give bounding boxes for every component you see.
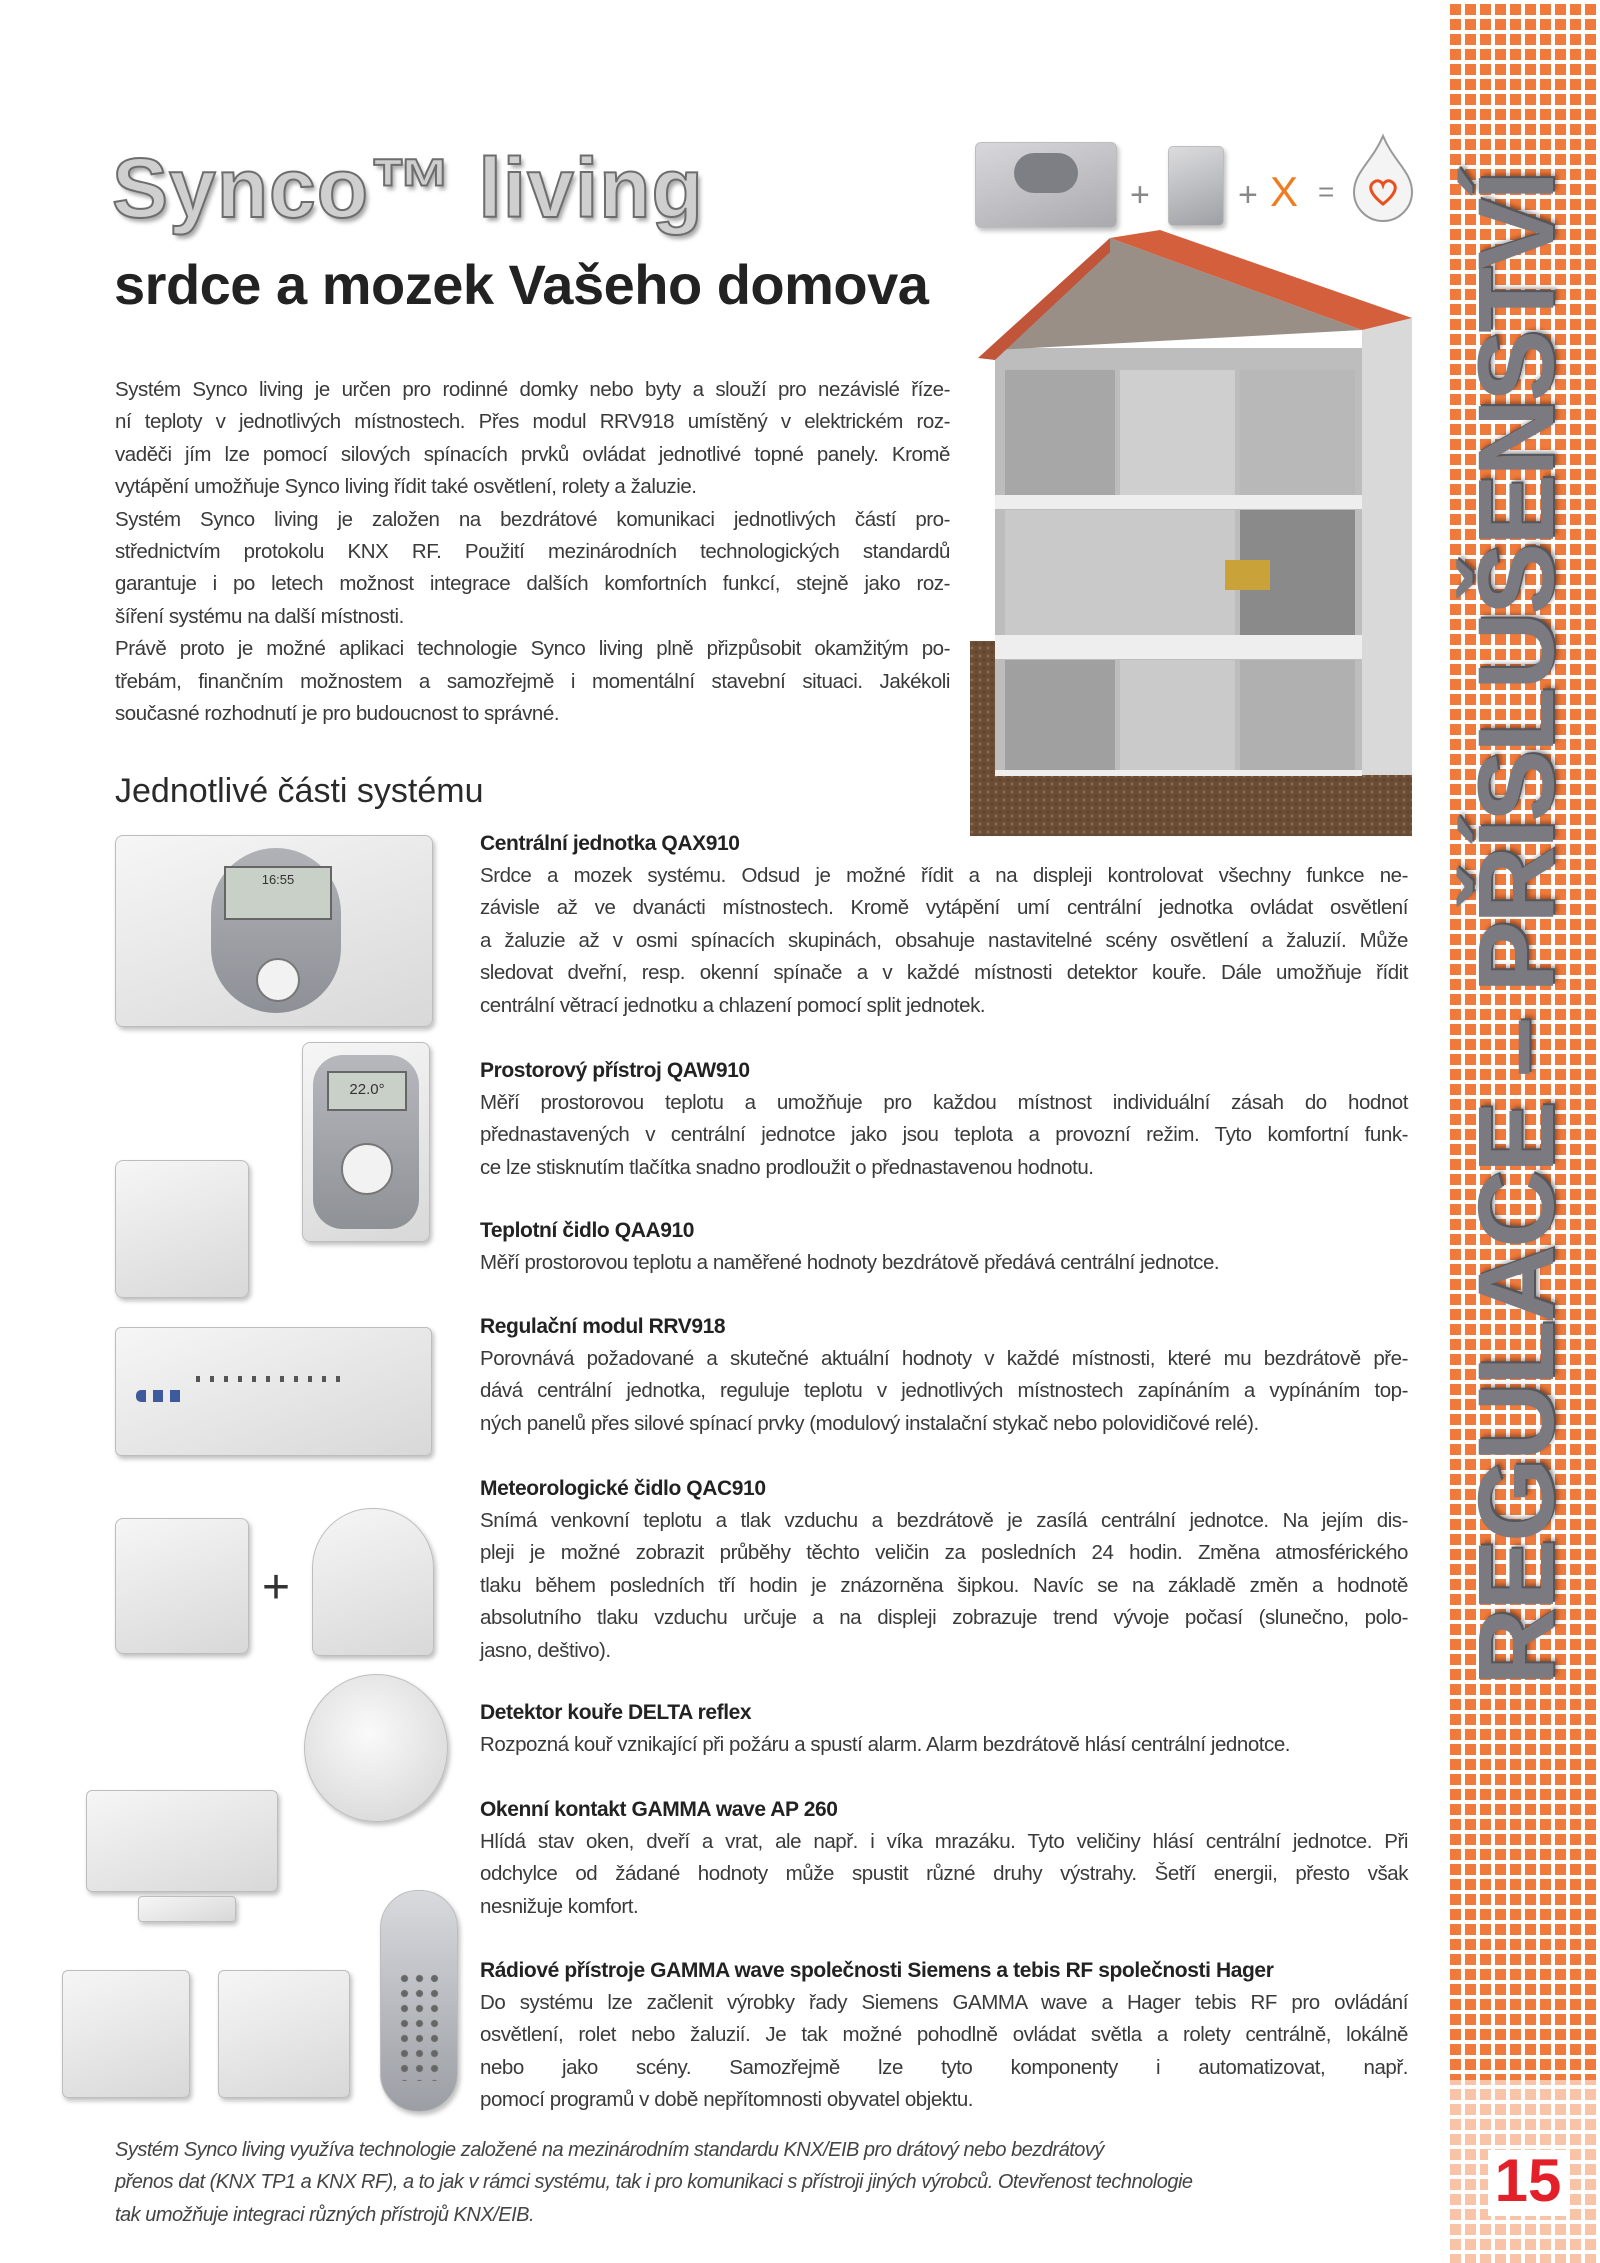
screen-time: 16:55 [261, 872, 295, 887]
device-dial [341, 1143, 393, 1195]
text-line: šíření systému na další místnosti. [115, 604, 404, 628]
text-line: absolutního tlaku vzduchu určuje a na displeji zobrazuje trend vývoje počasí (slunečno, polo- [480, 1606, 1408, 1630]
room-unit-icon [1168, 146, 1224, 226]
item-gamma-ap260 [480, 1794, 1408, 1923]
text-line: Měří prostorovou teplotu a naměřené hodnoty bezdrátově předává centrální jednotce. [480, 1251, 1220, 1274]
window-contact-image [86, 1790, 278, 1892]
item-delta-reflex [480, 1697, 1408, 1761]
item-qaa910 [480, 1215, 1408, 1279]
screen-temperature: 22.0° [349, 1081, 385, 1098]
text-line: Porovnává požadované a skutečné aktuální hodnoty v každé místnosti, které mu bezdrátově pře- [480, 1347, 1408, 1370]
item-title: Rádiové přístroje GAMMA wave společnosti Siemens a tebis RF společnosti Hager [480, 1959, 1274, 1982]
text-line: dává centrální jednotka, reguluje teplotu v jednotlivých místnostech zapínáním a vypínáním top- [480, 1379, 1408, 1403]
item-title: Okenní kontakt GAMMA wave AP 260 [480, 1798, 838, 1821]
item-title: Teplotní čidlo QAA910 [480, 1219, 695, 1242]
text-line: Měří prostorovou teplotu a umožňuje pro každou místnost individuální zásah do hodnot [480, 1091, 1408, 1114]
device-screen [1014, 153, 1078, 193]
text-line: pomocí programů v době nepřítomnosti obyvatel objektu. [480, 2088, 974, 2112]
text-line: tlaku během posledních tří hodin je znázorněna šipkou. Navíc se na základě změn a hodnotě [480, 1573, 1408, 1597]
intro-paragraph [115, 374, 950, 730]
page-title: Synco™ living [112, 141, 704, 235]
button-row [136, 1390, 186, 1402]
item-description [480, 860, 1408, 1022]
text-line: tak umožňuje integraci různých přístrojů KNX/EIB. [115, 2203, 535, 2226]
text-line: vytápění umožňuje Synco living řídit také osvětlení, rolety a žaluzie. [115, 475, 697, 499]
window-contact-magnet-image [138, 1896, 236, 1922]
text-line: vaděči jím lze pomocí silových spínacích prvků ovládat jednotlivé topné panely. Kromě [115, 442, 950, 466]
side-section-title: REGULACE – PŘÍSLUŠENSTVÍ [1455, 173, 1576, 1687]
outdoor-sensor-box-image [115, 1518, 249, 1654]
device-screen [224, 866, 332, 920]
text-line: Srdce a mozek systému. Odsud je možné řídit a na displeji kontrolovat všechny funkce ne- [480, 864, 1408, 887]
item-description [480, 1729, 1408, 1761]
plus-symbol: + [1130, 176, 1150, 214]
item-title: Prostorový přístroj QAW910 [480, 1059, 750, 1082]
item-description [480, 1247, 1408, 1279]
page-subtitle: srdce a mozek Vašeho domova [114, 253, 929, 316]
text-line: Rozpozná kouř vznikající při požáru a spustí alarm. Alarm bezdrátově hlásí centrální jednotce. [480, 1733, 1291, 1756]
text-line: a žaluzie až v osmi spínacích skupinách, obsahuje nastavitelné scény osvětlení a žaluzií. Může [480, 928, 1408, 952]
text-line: Systém Synco living využíva technologie založené na mezinárodním standardu KNX/EIB pro drátový nebo bezdrátový [115, 2139, 1104, 2161]
text-line: Snímá venkovní teplotu a tlak vzduchu a bezdrátově je zasílá centrální jednotce. Na jejím dis- [480, 1509, 1408, 1532]
central-unit-qax910-image [115, 835, 433, 1027]
item-description [480, 1987, 1408, 2117]
item-description [480, 1826, 1408, 1923]
text-line: ce lze stisknutím tlačítka snadno prodloužit o přednastavenou hodnotu. [480, 1155, 1094, 1179]
house-cutaway-illustration [970, 230, 1412, 836]
text-line: garantuje i po letech možnost integrace dalších komfortních funkcí, stejně jako roz- [115, 572, 950, 596]
text-line: sledovat dveřní, resp. okenní spínače a v každé místnosti detektor kouře. Dále umožňuje řídit [480, 961, 1408, 985]
text-line: centrální větrací jednotku a chlazení pomocí split jednotek. [480, 993, 986, 1017]
weather-sensor-qac910-image [312, 1508, 434, 1656]
text-line: Do systému lze začlenit výrobky řady Siemens GAMMA wave a Hager tebis RF pro ovládání [480, 1991, 1408, 2014]
text-line: Hlídá stav oken, dveří a vrat, ale např. i víka mrazáku. Tyto veličiny hlásí centrální jednotce. Při [480, 1830, 1408, 1853]
footer-note [115, 2134, 1355, 2231]
item-title: Detektor kouře DELTA reflex [480, 1701, 752, 1724]
plus-sign: + [262, 1561, 291, 1614]
device-screen [327, 1071, 407, 1111]
item-radio-devices [480, 1955, 1408, 2117]
plus-symbol: + [1238, 176, 1258, 214]
blind-switch-image [218, 1970, 350, 2098]
room-unit-qaw910-image [302, 1042, 430, 1242]
item-description [480, 1343, 1408, 1440]
text-line: pleji je možné zobrazit průběhy těchto veličin za posledních 24 hodin. Změna atmosférického [480, 1541, 1408, 1565]
item-rrv918 [480, 1311, 1408, 1440]
text-line: přednastavených v centrální jednotce jako jsou teplota a provozní režim. Tyto komfortní funk- [480, 1123, 1408, 1147]
central-unit-icon [975, 142, 1117, 228]
section-heading: Jednotlivé části systému [115, 772, 484, 810]
control-module-rrv918-image [115, 1327, 432, 1456]
text-line: nesnižuje komfort. [480, 1894, 639, 1918]
text-line: ní teploty v jednotlivých místnostech. Přes modul RRV918 umístěný v elektrickém roz- [115, 410, 950, 434]
text-line: odchylce od žádané hodnoty může spustit různé druhy výstrahy. Šetří energii, přesto však [480, 1862, 1408, 1886]
item-qac910 [480, 1473, 1408, 1667]
smoke-detector-image [304, 1674, 448, 1822]
device-dial [256, 958, 300, 1002]
x-symbol: X [1270, 168, 1299, 215]
item-description [480, 1087, 1408, 1184]
item-title: Meteorologické čidlo QAC910 [480, 1477, 766, 1500]
item-title: Regulační modul RRV918 [480, 1315, 726, 1338]
led-row [196, 1376, 346, 1382]
remote-control-image [380, 1890, 458, 2112]
item-qaw910 [480, 1055, 1408, 1184]
heart-drop-icon [1350, 132, 1416, 224]
text-line: osvětlení, rolet nebo žaluzií. Je tak možné pohodlně ovládat světla a rolety centrálně, lokálně [480, 2023, 1408, 2047]
text-line: současné rozhodnutí je pro budoucnost to správné. [115, 702, 560, 726]
equals-symbol: = [1318, 176, 1335, 207]
item-description [480, 1505, 1408, 1667]
text-line: jasno, deštivo). [480, 1638, 611, 1662]
temperature-sensor-qaa910-image [115, 1160, 249, 1298]
text-line: ných panelů přes silové spínací prvky (modulový instalační stykač nebo polovidičové relé). [480, 1411, 1259, 1435]
item-title: Centrální jednotka QAX910 [480, 832, 740, 855]
text-line: Právě proto je možné aplikaci technologie Synco living plně přizpůsobit okamžitým po- [115, 637, 950, 661]
text-line: střednictvím protokolu KNX RF. Použití mezinárodních technologických standardů [115, 540, 950, 564]
page-number: 15 [1494, 2147, 1562, 2214]
remote-buttons [397, 1971, 441, 2081]
text-line: Systém Synco living je založen na bezdrátové komunikaci jednotlivých částí pro- [115, 507, 950, 531]
text-line: nebo jako scény. Samozřejmě lze tyto komponenty i automatizovat, např. [480, 2055, 1408, 2079]
text-line: třebám, finančním možnostem a samozřejmě i momentální stavební situaci. Jakékoli [115, 669, 950, 693]
wall-switch-image [62, 1970, 190, 2098]
text-line: přenos dat (KNX TP1 a KNX RF), a to jak v rámci systému, tak i pro komunikaci s přístroji jiných výrobců. Otevřenost technologie [115, 2171, 1193, 2194]
text-line: Systém Synco living je určen pro rodinné domky nebo byty a slouží pro nezávislé říze- [115, 378, 950, 401]
text-line: závisle až ve dvanácti místnostech. Kromě vytápění umí centrální jednotka ovládat osvětlení [480, 896, 1408, 920]
item-qax910 [480, 828, 1408, 1022]
